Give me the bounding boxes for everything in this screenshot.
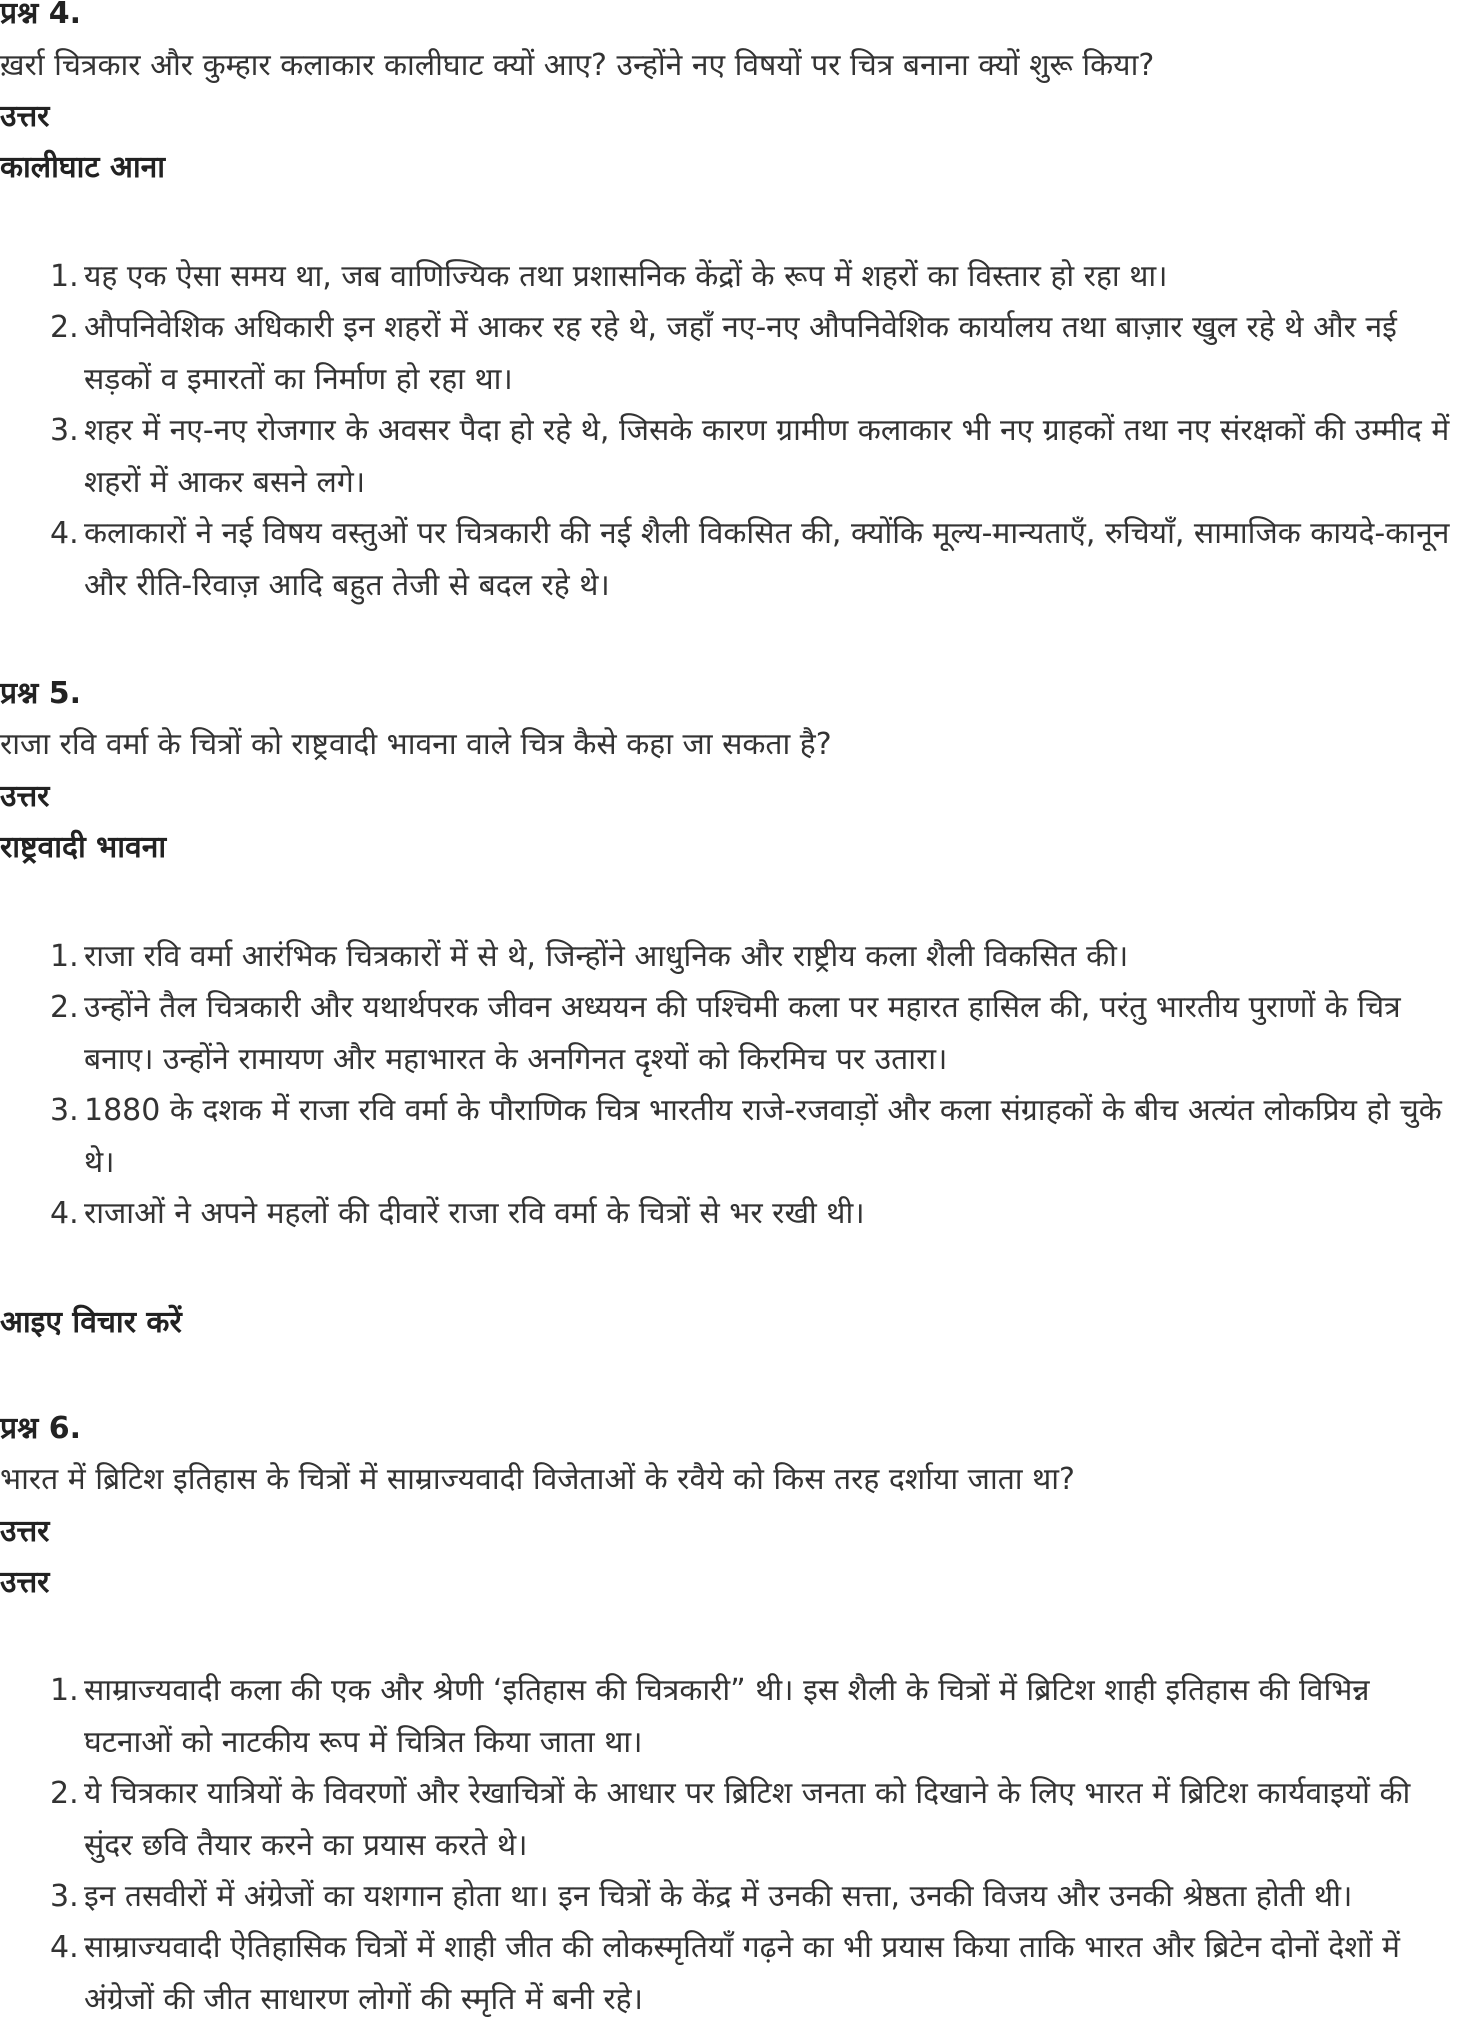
list-item-text: कलाकारों ने नई विषय वस्तुओं पर चित्रकारी की नई शैली विकसित की, क्योंकि मूल्य-मान्यताएँ, रुचियाँ, सामाजिक कायदे-कानून और रीति-रिवाज़ आदि बहुत तेजी से बदल रहे थे। [84,516,1450,603]
list-item-text: राजाओं ने अपने महलों की दीवारें राजा रवि वर्मा के चित्रों से भर रखी थी। [84,1196,865,1231]
list-item-number: 2. [50,310,79,345]
list-item-text: उन्होंने तैल चित्रकारी और यथार्थपरक जीवन अध्ययन की पश्चिमी कला पर महारत हासिल की, परंतु भारतीय पुराणों के चित्र बनाए। उन्होंने रामायण और महाभारत के अनगिनत दृश्यों को किरमिच पर उतारा। [84,990,1401,1077]
list-item [50,1188,1460,1240]
answer-label: उत्तर [0,1514,50,1549]
list-item-number: 3. [50,1879,79,1914]
list-item-text: साम्राज्यवादी कला की एक और श्रेणी ‘इतिहास की चित्रकारी” थी। इस शैली के चित्रों में ब्रिटिश शाही इतिहास की विभिन्न घटनाओं को नाटकीय रूप में चित्रित किया जाता था। [84,1673,1370,1760]
list-item [50,1922,1460,2026]
list-item [50,1085,1460,1189]
list-item-text: शहर में नए-नए रोजगार के अवसर पैदा हो रहे थे, जिसके कारण ग्रामीण कलाकार भी नए ग्राहकों तथा नए संरक्षकों की उम्मीद में शहरों में आकर बसने लगे। [84,413,1450,500]
list-item-text: ये चित्रकार यात्रियों के विवरणों और रेखाचित्रों के आधार पर ब्रिटिश जनता को दिखाने के लिए भारत में ब्रिटिश कार्यवाइयों की सुंदर छवि तैयार करने का प्रयास करते थे। [84,1776,1411,1863]
list-item [50,1665,1460,1769]
question-label: प्रश्न 5. [0,676,81,711]
answer-subheading: राष्ट्रवादी भावना [0,830,167,865]
answer-label: उत्तर [0,99,50,134]
list-item-text: राजा रवि वर्मा आरंभिक चित्रकारों में से थे, जिन्होंने आधुनिक और राष्ट्रीय कला शैली विकसित की। [84,939,1129,974]
list-item-number: 1. [50,1673,79,1708]
list-item-text: साम्राज्यवादी ऐतिहासिक चित्रों में शाही जीत की लोकस्मृतियाँ गढ़ने का भी प्रयास किया ताकि भारत और ब्रिटेन दोनों देशों में अंग्रेजों की जीत साधारण लोगों की स्मृति में बनी रहे। [84,1930,1400,2017]
list-item-text: 1880 के दशक में राजा रवि वर्मा के पौराणिक चित्र भारतीय राजे-रजवाड़ों और कला संग्राहकों के बीच अत्यंत लोकप्रिय हो चुके थे। [84,1093,1442,1180]
list-item [50,1768,1460,1872]
list-item-text: यह एक ऐसा समय था, जब वाणिज्यिक तथा प्रशासनिक केंद्रों के रूप में शहरों का विस्तार हो रहा था। [84,259,1168,294]
section-heading: आइए विचार करें [0,1305,182,1340]
list-item-text: इन तसवीरों में अंग्रेजों का यशगान होता था। इन चित्रों के केंद्र में उनकी सत्ता, उनकी विजय और उनकी श्रेष्ठता होती थी। [84,1879,1353,1914]
list-item [50,931,1460,983]
question-label: प्रश्न 6. [0,1411,81,1446]
answer-label: उत्तर [0,779,50,814]
list-item-number: 1. [50,259,79,294]
list-item-number: 4. [50,1196,79,1231]
list-item-number: 4. [50,1930,79,1965]
list-item-number: 2. [50,1776,79,1811]
list-item [50,1871,1460,1923]
question-text: राजा रवि वर्मा के चित्रों को राष्ट्रवादी भावना वाले चित्र कैसे कहा जा सकता है? [0,727,832,762]
question-text: भारत में ब्रिटिश इतिहास के चित्रों में साम्राज्यवादी विजेताओं के रवैये को किस तरह दर्शाया जाता था? [0,1462,1075,1497]
list-item-number: 3. [50,413,79,448]
list-item [50,982,1460,1086]
list-item-number: 3. [50,1093,79,1128]
list-item [50,508,1460,612]
list-item-number: 4. [50,516,79,551]
answer-subheading: कालीघाट आना [0,150,166,185]
answer-subheading: उत्तर [0,1565,50,1600]
question-text: ख़र्रा चित्रकार और कुम्हार कलाकार कालीघाट क्यों आए? उन्होंने नए विषयों पर चित्र बनाना क्यों शुरू किया? [0,48,1155,83]
question-label: प्रश्न 4. [0,0,81,31]
list-item-text: औपनिवेशिक अधिकारी इन शहरों में आकर रह रहे थे, जहाँ नए-नए औपनिवेशिक कार्यालय तथा बाज़ार खुल रहे थे और नई सड़कों व इमारतों का निर्माण हो रहा था। [84,310,1397,397]
list-item-number: 2. [50,990,79,1025]
list-item [50,251,1460,303]
list-item-number: 1. [50,939,79,974]
list-item [50,405,1460,509]
list-item [50,302,1460,406]
